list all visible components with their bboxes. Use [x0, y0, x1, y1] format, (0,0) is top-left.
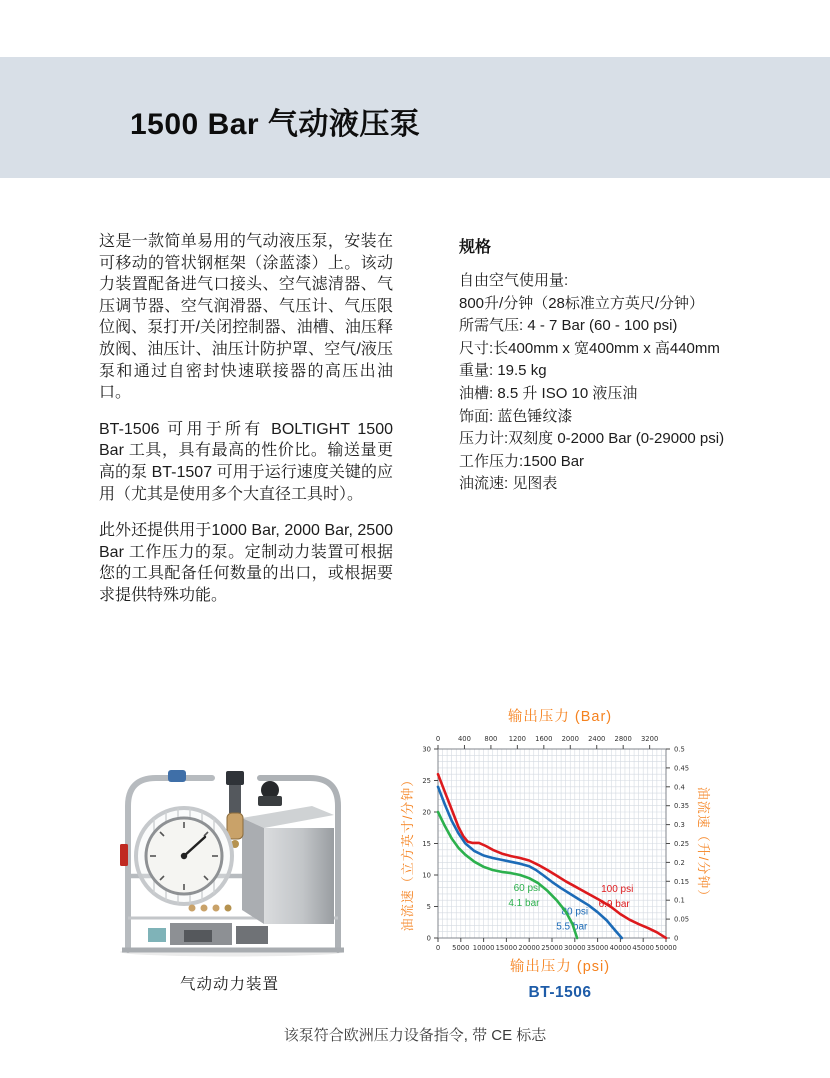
- svg-text:10000: 10000: [472, 944, 495, 952]
- svg-text:0.1: 0.1: [674, 896, 685, 905]
- svg-text:50000: 50000: [655, 944, 677, 952]
- specs-list: [459, 270, 794, 496]
- svg-text:3200: 3200: [640, 735, 659, 743]
- header-band: [0, 57, 830, 178]
- svg-text:0: 0: [426, 934, 431, 943]
- specs-section: [459, 234, 794, 496]
- svg-text:0.35: 0.35: [674, 802, 690, 811]
- svg-text:1200: 1200: [508, 735, 527, 743]
- spec-line: 重量: 19.5 kg: [459, 362, 547, 380]
- intro-paragraph-1: 这是一款简单易用的气动液压泵，安装在可移动的管状钢框架（涂蓝漆）上。该动力装置配备进气口接头、空气滤清器、气压调节器、空气润滑器、气压计、气压限位阀、泵打开/关闭控制器、油槽、油压释放阀、油压计、油压计防护罩、空气/液压泵和通过自密封快速联接器的高压出油口。: [99, 233, 393, 402]
- svg-text:0.15: 0.15: [674, 877, 690, 886]
- svg-text:2000: 2000: [561, 735, 579, 743]
- spec-line: 油槽: 8.5 升 ISO 10 液压油: [459, 384, 638, 402]
- svg-text:15: 15: [422, 840, 431, 848]
- svg-text:100 psi: 100 psi: [601, 884, 634, 896]
- svg-text:0: 0: [435, 944, 441, 952]
- svg-text:1600: 1600: [535, 735, 553, 743]
- svg-text:6.9 bar: 6.9 bar: [598, 899, 630, 911]
- spec-line: 800升/分钟（28标准立方英尺/分钟）: [459, 294, 705, 312]
- product-image: [112, 758, 347, 958]
- svg-text:25: 25: [422, 777, 431, 785]
- svg-text:2800: 2800: [614, 735, 632, 743]
- chart-caption: BT-1506: [528, 984, 592, 1001]
- product-caption: 气动动力装置: [179, 976, 279, 993]
- intro-paragraph-2: BT-1506 可用于所有 BOLTIGHT 1500 Bar 工具，具有最高的性价比。输送量更高的泵 BT-1507 可用于运行速度关键的应用（尤其是使用多个大直径工具时）。: [99, 420, 393, 503]
- svg-text:0.45: 0.45: [674, 764, 690, 773]
- svg-text:0.05: 0.05: [674, 915, 690, 924]
- svg-text:30000: 30000: [563, 944, 586, 952]
- svg-text:0.2: 0.2: [674, 858, 685, 867]
- svg-text:0.3: 0.3: [674, 821, 685, 830]
- spec-line: 压力计:双刻度 0-2000 Bar (0-29000 psi): [459, 430, 725, 448]
- svg-text:0.5: 0.5: [674, 745, 685, 754]
- svg-text:35000: 35000: [586, 944, 609, 952]
- svg-text:0: 0: [435, 735, 441, 743]
- svg-text:20000: 20000: [518, 944, 541, 952]
- svg-text:0.25: 0.25: [674, 840, 690, 848]
- flow-rate-chart: [388, 698, 732, 958]
- spec-line: 尺寸:长400mm x 宽400mm x 高440mm: [459, 339, 720, 357]
- svg-text:10: 10: [422, 871, 431, 880]
- footer-note: 该泵符合欧洲压力设备指令, 带 CE 标志: [283, 1027, 547, 1044]
- page-title: 1500 Bar 气动液压泵: [130, 108, 421, 141]
- svg-text:80 psi: 80 psi: [561, 906, 589, 918]
- chart-bottom-axis-label: 输出压力 (psi): [509, 959, 611, 975]
- svg-text:0.4: 0.4: [674, 783, 685, 792]
- svg-text:2400: 2400: [588, 735, 606, 743]
- specs-heading: 规格: [459, 239, 492, 256]
- spec-line: 饰面: 蓝色锤纹漆: [459, 407, 573, 425]
- svg-text:25000: 25000: [541, 944, 563, 952]
- svg-text:800: 800: [484, 735, 498, 743]
- spec-line: 油流速: 见图表: [459, 475, 558, 493]
- svg-text:60 psi: 60 psi: [513, 882, 541, 894]
- intro-section: [99, 231, 393, 622]
- svg-text:40000: 40000: [609, 944, 632, 952]
- chart-top-axis-label: 输出压力 (Bar): [507, 709, 613, 725]
- chart-left-axis-label: 油流速（立方英寸/分钟）: [400, 772, 415, 932]
- svg-text:4.1 bar: 4.1 bar: [508, 897, 540, 909]
- spec-line: 所需气压: 4 - 7 Bar (60 - 100 psi): [459, 317, 678, 335]
- svg-text:400: 400: [457, 735, 471, 743]
- svg-text:15000: 15000: [495, 944, 518, 952]
- product-figure: [112, 758, 347, 994]
- spec-line: 工作压力:1500 Bar: [459, 452, 585, 470]
- svg-text:45000: 45000: [632, 944, 655, 952]
- svg-text:0: 0: [674, 934, 679, 943]
- chart-right-axis-label: 油流速（升/分钟）: [696, 786, 711, 904]
- svg-text:20: 20: [422, 808, 431, 817]
- svg-text:5000: 5000: [452, 944, 470, 952]
- svg-text:30: 30: [422, 745, 431, 754]
- svg-text:5.5 bar: 5.5 bar: [556, 921, 588, 933]
- svg-text:5: 5: [426, 903, 431, 911]
- intro-paragraph-3: 此外还提供用于1000 Bar, 2000 Bar, 2500 Bar 工作压力的泵。定制动力装置可根据您的工具配备任何数量的出口，或根据要求提供特殊功能。: [99, 522, 393, 604]
- spec-line: 自由空气使用量:: [459, 272, 569, 289]
